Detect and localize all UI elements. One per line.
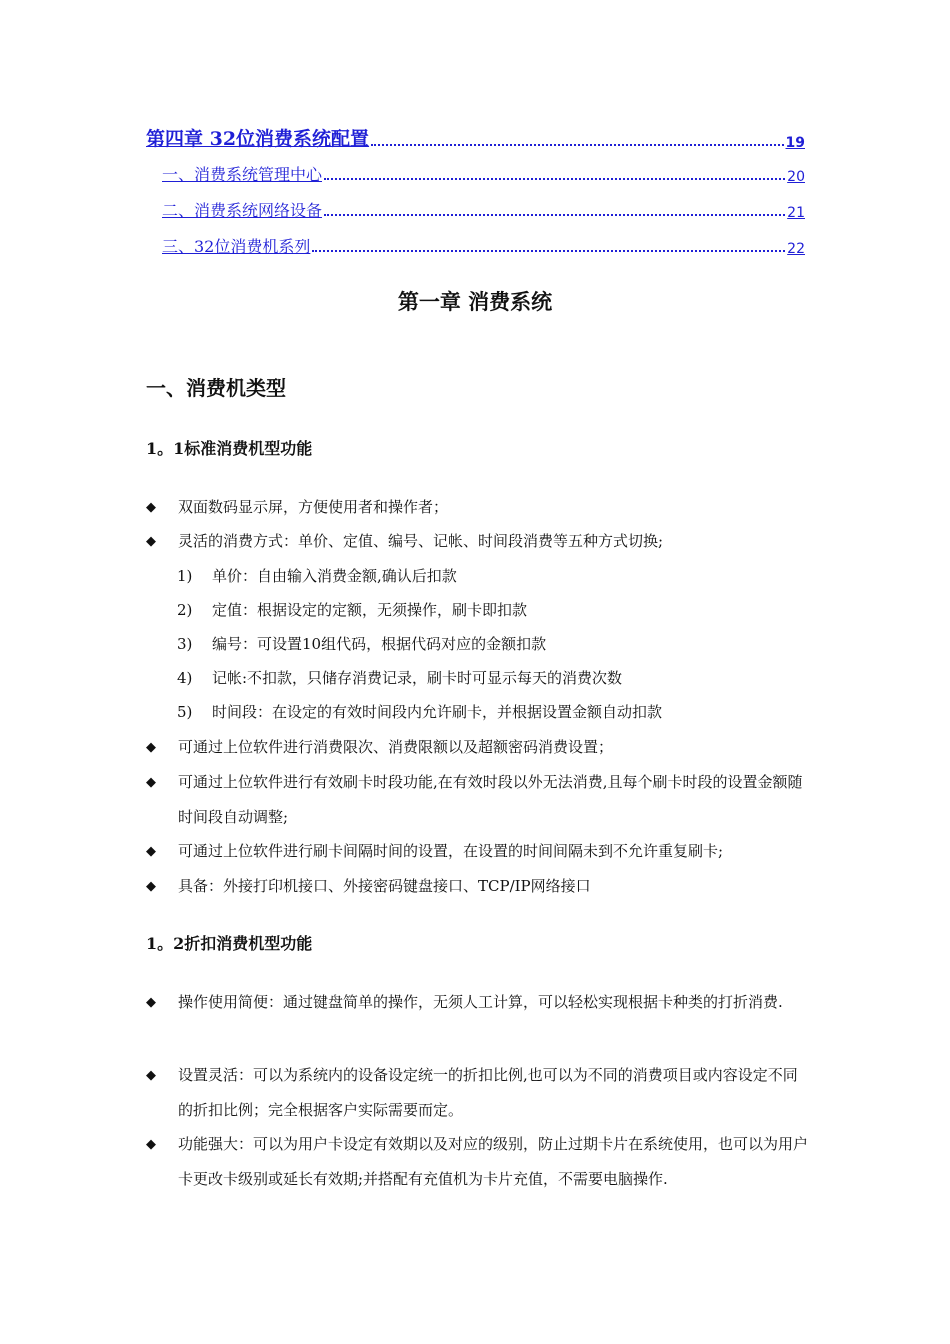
bullet-diamond-icon: ◆ xyxy=(146,995,156,1010)
toc-entry-title: 第四章 32位消费系统配置 xyxy=(146,128,370,150)
item-number: 4) xyxy=(177,669,193,687)
bullet-item xyxy=(146,1058,810,1128)
toc-leader-dots xyxy=(324,177,785,180)
bullet-text: 可通过上位软件进行有效刷卡时段功能,在有效时段以外无法消费,且每个刷卡时段的设置金额随时间段自动调整; xyxy=(178,773,803,826)
numbered-item xyxy=(177,559,457,594)
numbered-item xyxy=(177,627,546,662)
toc-entry-page: 22 xyxy=(787,241,805,257)
toc-entry-title: 二、消费系统网络设备 xyxy=(162,201,323,220)
toc-entry-section[interactable] xyxy=(162,162,805,185)
bullet-text: 灵活的消费方式：单价、定值、编号、记帐、时间段消费等五种方式切换; xyxy=(178,532,664,550)
subsection-title: 1。1标准消费机型功能 xyxy=(146,439,313,458)
toc-entry-page: 21 xyxy=(787,205,805,221)
chapter-title: 第一章 消费系统 xyxy=(397,290,553,314)
toc-entry-chapter-4[interactable] xyxy=(146,124,805,151)
bullet-text: 功能强大：可以为用户卡设定有效期以及对应的级别，防止过期卡片在系统使用，也可以为用户卡更改卡级别或延长有效期;并搭配有充值机为卡片充值，不需要电脑操作. xyxy=(178,1135,809,1188)
bullet-item xyxy=(146,834,810,869)
bullet-diamond-icon: ◆ xyxy=(146,844,156,859)
item-number: 2) xyxy=(177,601,193,619)
bullet-item xyxy=(146,1127,810,1197)
item-number: 3) xyxy=(177,635,193,653)
bullet-diamond-icon: ◆ xyxy=(146,879,156,894)
bullet-item xyxy=(146,869,810,904)
bullet-item xyxy=(146,765,810,835)
bullet-item xyxy=(146,524,810,559)
numbered-item xyxy=(177,661,622,696)
toc-entry-title: 三、32位消费机系列 xyxy=(162,237,311,256)
item-text: 单价：自由输入消费金额,确认后扣款 xyxy=(212,567,457,585)
item-number: 1) xyxy=(177,567,193,585)
toc-entry-page: 19 xyxy=(785,135,805,151)
item-text: 定值：根据设定的定额，无须操作，刷卡即扣款 xyxy=(212,601,528,619)
toc-leader-dots xyxy=(324,213,785,216)
toc-entry-section[interactable] xyxy=(162,198,805,221)
bullet-diamond-icon: ◆ xyxy=(146,534,156,549)
toc-leader-dots xyxy=(312,249,785,252)
item-text: 记帐:不扣款，只储存消费记录，刷卡时可显示每天的消费次数 xyxy=(212,669,623,687)
bullet-diamond-icon: ◆ xyxy=(146,1068,156,1083)
bullet-text: 操作使用简便：通过键盘简单的操作，无须人工计算，可以轻松实现根据卡种类的打折消费. xyxy=(178,993,783,1011)
bullet-diamond-icon: ◆ xyxy=(146,500,156,515)
bullet-text: 设置灵活：可以为系统内的设备设定统一的折扣比例,也可以为不同的消费项目或内容设定不同的折扣比例；完全根据客户实际需要而定。 xyxy=(178,1066,798,1119)
bullet-item xyxy=(146,730,810,765)
item-text: 编号：可设置10组代码，根据代码对应的金额扣款 xyxy=(212,635,547,653)
toc-leader-dots xyxy=(371,143,783,146)
item-number: 5) xyxy=(177,703,193,721)
bullet-diamond-icon: ◆ xyxy=(146,1137,156,1152)
bullet-text: 可通过上位软件进行刷卡间隔时间的设置，在设置的时间间隔未到不允许重复刷卡; xyxy=(178,842,724,860)
bullet-text: 具备：外接打印机接口、外接密码键盘接口、TCP/IP网络接口 xyxy=(178,877,591,895)
bullet-item xyxy=(146,490,810,525)
bullet-text: 可通过上位软件进行消费限次、消费限额以及超额密码消费设置； xyxy=(178,738,614,756)
section-title: 一、消费机类型 xyxy=(146,376,286,400)
bullet-text: 双面数码显示屏，方便使用者和操作者； xyxy=(178,498,449,516)
toc-entry-title: 一、消费系统管理中心 xyxy=(162,165,323,184)
bullet-item xyxy=(146,985,810,1020)
toc-entry-section[interactable] xyxy=(162,234,805,257)
numbered-item xyxy=(177,593,527,628)
numbered-item xyxy=(177,695,662,730)
bullet-diamond-icon: ◆ xyxy=(146,775,156,790)
bullet-diamond-icon: ◆ xyxy=(146,740,156,755)
item-text: 时间段：在设定的有效时间段内允许刷卡，并根据设置金额自动扣款 xyxy=(212,703,663,721)
toc-entry-page: 20 xyxy=(787,169,805,185)
subsection-title: 1。2折扣消费机型功能 xyxy=(146,934,313,953)
